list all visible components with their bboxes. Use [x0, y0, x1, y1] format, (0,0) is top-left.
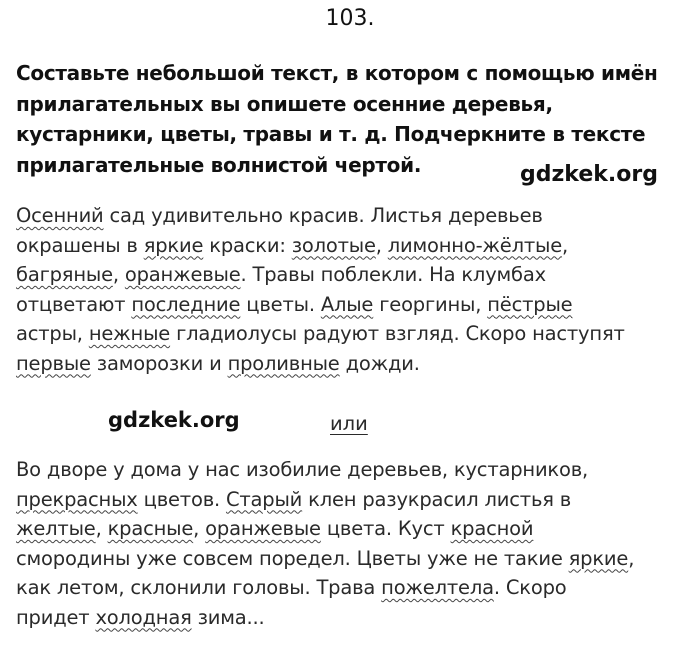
story-line: [16, 544, 696, 574]
story-text: астры,: [16, 322, 89, 345]
story-text: . Травы поблекли. На клумбах: [240, 263, 546, 286]
task-line: кустарники, цветы, травы и т. д. Подчеркните в тексте: [16, 122, 646, 146]
underlined-adjective: Осенний: [16, 204, 104, 227]
story-text: ,: [562, 233, 569, 257]
story-text: клен разукрасил листья в: [302, 487, 572, 511]
underlined-adjective: оранжевые: [124, 263, 241, 286]
underlined-adjective: красные: [107, 517, 194, 540]
task-line: прилагательные волнистой чертой.: [16, 152, 422, 177]
story-text: гладиолусы радуют взгляд. Скоро наступят: [170, 322, 625, 345]
story-text: отцветают: [16, 292, 132, 316]
story-text: краски:: [203, 233, 292, 257]
story-text: смородины уже совсем поредел. Цветы уже не такие: [16, 546, 569, 570]
underlined-adjective: яркие: [568, 546, 629, 570]
underlined-adjective: лимонно-жёлтые: [387, 233, 563, 257]
story-text: Во дворе у дома у нас изобилие деревьев, кустарников,: [16, 458, 589, 481]
underlined-adjective: прекрасных: [16, 487, 138, 511]
story-2: [16, 455, 696, 632]
story-line: [16, 319, 696, 349]
story-line: [16, 201, 696, 231]
story-text: как летом, склонили головы. Трава: [16, 576, 382, 599]
underlined-adjective: холодная: [95, 605, 192, 629]
story-text: цветы.: [240, 292, 321, 316]
story-text: ,: [375, 233, 388, 257]
story-line: [16, 455, 696, 485]
task-line: прилагательных вы опишете осенние деревья,: [16, 91, 553, 116]
story-text: ,: [193, 517, 206, 540]
underlined-adjective: багряные: [16, 263, 113, 286]
story-text: георгины,: [373, 292, 488, 316]
story-line: [16, 573, 696, 603]
task-line: Составьте небольшой текст, в котором с помощью имён: [16, 61, 658, 85]
underlined-adjective: красной: [450, 517, 534, 540]
story-text: дожди.: [339, 351, 420, 375]
page-number: 103.: [325, 6, 375, 31]
story-line: [16, 485, 696, 515]
underlined-adjective: Старый: [225, 487, 303, 511]
story-line: [16, 290, 696, 320]
story-line: [16, 349, 696, 379]
story-text: придет: [16, 605, 96, 629]
story-text: заморозки и: [90, 351, 228, 375]
underlined-adjective: Алые: [320, 292, 374, 316]
story-text: ,: [95, 517, 108, 540]
source-label-middle: gdzkek.org: [108, 408, 240, 432]
underlined-adjective: золотые: [291, 233, 376, 257]
source-label-top: gdzkek.org: [520, 162, 658, 187]
story-text: ,: [628, 546, 635, 570]
story-text: окрашены в: [16, 233, 144, 257]
story-text: ,: [112, 263, 125, 286]
underlined-adjective: последние: [131, 292, 241, 316]
story-text: зима...: [191, 605, 265, 629]
underlined-adjective: яркие: [143, 233, 204, 257]
story-text: . Скоро: [493, 576, 567, 599]
underlined-adjective: нежные: [88, 322, 171, 345]
story-line: [16, 514, 696, 544]
story-text: цветов.: [137, 487, 226, 511]
story-1: [16, 201, 696, 378]
underlined-adjective: желтые: [16, 517, 96, 540]
story-text: сад удивительно красив. Листья деревьев: [103, 204, 543, 227]
story-line: [16, 260, 696, 290]
or-label: или: [330, 412, 368, 435]
underlined-adjective: первые: [16, 351, 91, 375]
story-line: [16, 231, 696, 261]
story-text: цвета. Куст: [320, 517, 451, 540]
underlined-adjective: оранжевые: [205, 517, 321, 540]
story-line: [16, 603, 696, 633]
underlined-adjective: пёстрые: [487, 292, 573, 316]
underlined-adjective: пожелтела: [381, 576, 494, 599]
underlined-adjective: проливные: [227, 351, 340, 375]
